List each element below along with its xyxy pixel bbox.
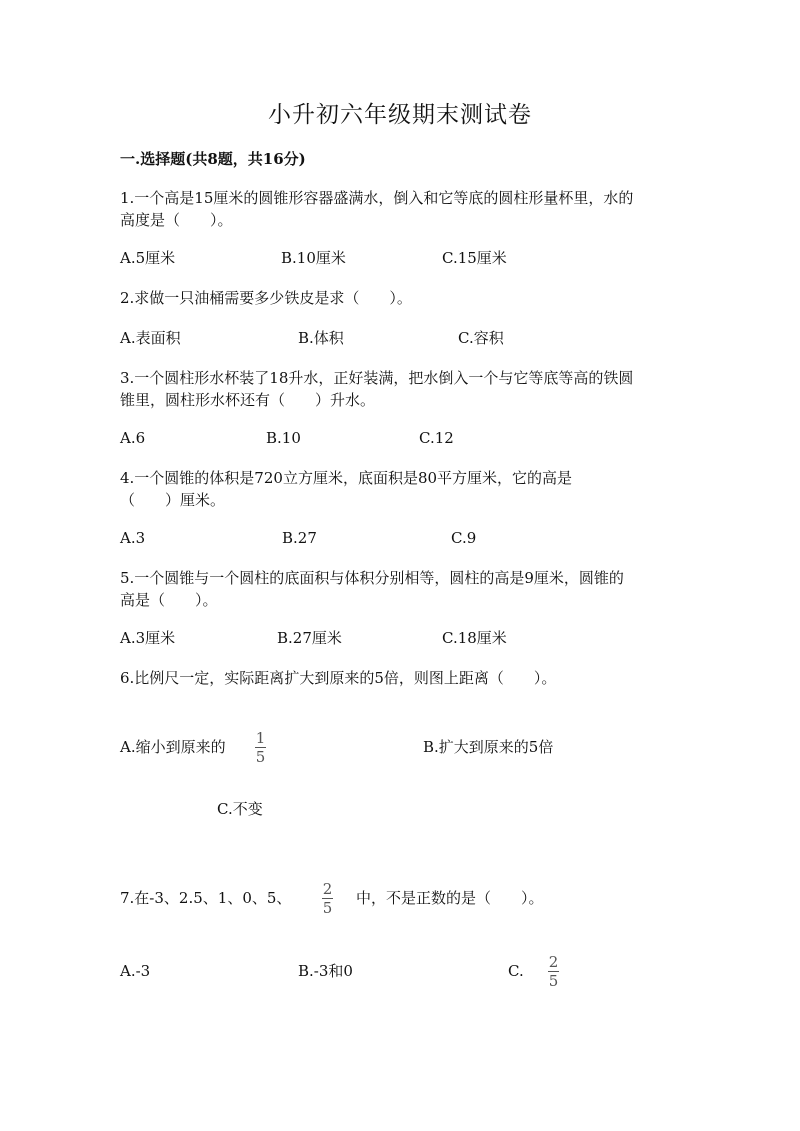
question-3-option-b: B.10 [266, 429, 301, 447]
question-1-line-1: 1.一个高是15厘米的圆锥形容器盛满水，倒入和它等底的圆柱形量杯里，水的 [120, 189, 634, 207]
question-2-option-b: B.体积 [298, 329, 344, 347]
question-3-line-2: 锥里，圆柱形水杯还有（ ）升水。 [120, 391, 376, 409]
question-5-line-1: 5.一个圆锥与一个圆柱的底面积与体积分别相等，圆柱的高是9厘米，圆锥的 [120, 569, 624, 587]
question-5-option-a: A.3厘米 [120, 629, 176, 647]
question-5-line-2: 高是（ ）。 [120, 591, 218, 609]
question-4-option-c: C.9 [451, 529, 477, 547]
question-1-option-b: B.10厘米 [281, 249, 346, 267]
question-3-line-1: 3.一个圆柱形水杯装了18升水，正好装满，把水倒入一个与它等底等高的铁圆 [120, 369, 634, 387]
question-4-line-1: 4.一个圆锥的体积是720立方厘米，底面积是80平方厘米，它的高是 [120, 469, 573, 487]
fraction-numerator: 1 [255, 729, 266, 747]
fraction-denominator: 5 [255, 748, 266, 766]
question-6-option-a-fraction [255, 730, 266, 765]
fraction-numerator: 2 [548, 953, 559, 971]
question-1-option-c: C.15厘米 [442, 249, 507, 267]
question-1-option-a: A.5厘米 [120, 249, 176, 267]
question-6-line-1: 6.比例尺一定，实际距离扩大到原来的5倍，则图上距离（ ）。 [120, 669, 557, 687]
fraction-denominator: 5 [548, 972, 559, 990]
question-2-line-1: 2.求做一只油桶需要多少铁皮是求（ ）。 [120, 289, 412, 307]
question-3-option-a: A.6 [120, 429, 146, 447]
question-6-option-c: C.不变 [217, 800, 263, 818]
question-5-option-b: B.27厘米 [277, 629, 342, 647]
question-7-option-c: C. [508, 962, 524, 980]
question-4-option-b: B.27 [282, 529, 317, 547]
question-6-option-a: A.缩小到原来的 [120, 738, 226, 756]
question-7-line-1-end: 中，不是正数的是（ ）。 [356, 889, 544, 907]
question-7-fraction [322, 881, 333, 916]
section-heading: 一.选择题(共8题，共16分) [120, 150, 306, 168]
question-2-option-c: C.容积 [458, 329, 504, 347]
question-4-line-2: （ ）厘米。 [120, 491, 226, 509]
fraction-denominator: 5 [322, 899, 333, 917]
question-5-option-c: C.18厘米 [442, 629, 507, 647]
question-4-option-a: A.3 [120, 529, 146, 547]
question-7-option-c-fraction [548, 954, 559, 989]
question-7-option-a: A.-3 [120, 962, 151, 980]
question-7-line-1-start: 7.在-3、2.5、1、0、5、 [120, 889, 292, 907]
fraction-numerator: 2 [322, 880, 333, 898]
question-6-option-b: B.扩大到原来的5倍 [423, 738, 554, 756]
question-7-option-b: B.-3和0 [298, 962, 353, 980]
page-title: 小升初六年级期末测试卷 [268, 102, 532, 128]
question-3-option-c: C.12 [419, 429, 454, 447]
question-2-option-a: A.表面积 [120, 329, 181, 347]
question-1-line-2: 高度是（ ）。 [120, 211, 233, 229]
